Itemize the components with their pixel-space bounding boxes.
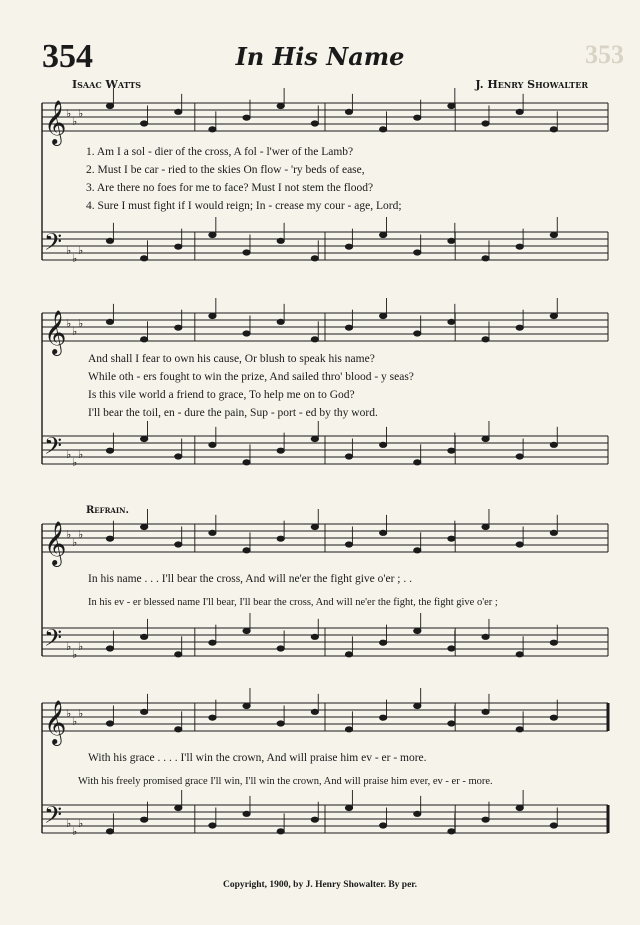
svg-text:♭: ♭ [78,107,84,120]
svg-text:♭: ♭ [66,528,72,541]
svg-text:♭: ♭ [78,244,84,257]
verse-line-4: 4. Sure I must fight if I would reign; In - crease my cour - age, Lord; [86,200,402,212]
verse-line-8: I'll bear the toil, en - dure the pain, Sup - port - ed by thy word. [88,407,378,419]
svg-text:♭: ♭ [66,107,72,120]
verse-line-6: While oth - ers fought to win the prize, And sailed thro' blood - y seas? [88,371,414,383]
svg-text:𝄞: 𝄞 [44,310,67,354]
verse-line-1: 1. Am I a sol - dier of the cross, A fol - l'wer of the Lamb? [86,146,354,158]
svg-text:𝄢: 𝄢 [44,432,63,465]
svg-text:♭: ♭ [66,817,72,830]
svg-text:♭: ♭ [66,244,72,257]
svg-text:♭: ♭ [72,325,78,338]
refrain-line-2: With his grace . . . . I'll win the crown, And will praise him ev - er - more. [88,752,427,764]
refrain-line-2-bass: With his freely promised grace I'll win, I'll win the crown, And will praise him ever, ev - er - more. [78,776,493,787]
verse-line-7: Is this vile world a friend to grace, To help me on to God? [88,389,355,401]
svg-text:𝄢: 𝄢 [44,624,63,657]
verse-line-3: 3. Are there no foes for me to face? Must I not stem the flood? [86,182,374,194]
svg-text:♭: ♭ [66,707,72,720]
hymn-number: 354 [42,38,93,75]
refrain-label: Refrain. [86,505,130,516]
svg-text:♭: ♭ [66,317,72,330]
hymn-title: In His Name [235,42,405,71]
svg-text:𝄢: 𝄢 [44,228,63,261]
bleed-through-number: 353 [585,40,624,69]
svg-text:♭: ♭ [72,115,78,128]
svg-text:♭: ♭ [78,448,84,461]
verse-line-2: 2. Must I be car - ried to the skies On flow - 'ry beds of ease, [86,164,365,176]
svg-text:♭: ♭ [72,715,78,728]
svg-text:♭: ♭ [78,707,84,720]
svg-text:♭: ♭ [78,317,84,330]
svg-text:𝄞: 𝄞 [44,521,67,565]
refrain-line-1-bass: In his ev - er blessed name I'll bear, I'll bear the cross, And will ne'er the fight, the fight give o'er ; [88,597,498,608]
svg-text:♭: ♭ [72,536,78,549]
refrain-line-1: In his name . . . I'll bear the cross, And will ne'er the fight give o'er ; . . [88,573,412,585]
svg-text:♭: ♭ [66,640,72,653]
svg-text:𝄢: 𝄢 [44,801,63,834]
svg-text:♭: ♭ [72,252,78,265]
lyricist: Isaac Watts [72,78,142,91]
svg-text:𝄞: 𝄞 [44,100,67,144]
svg-text:♭: ♭ [78,817,84,830]
svg-text:♭: ♭ [78,640,84,653]
svg-text:♭: ♭ [72,456,78,469]
svg-text:♭: ♭ [72,648,78,661]
composer: J. Henry Showalter [475,78,588,91]
verse-line-5: And shall I fear to own his cause, Or blush to speak his name? [88,353,375,365]
svg-text:♭: ♭ [78,528,84,541]
svg-text:𝄞: 𝄞 [44,700,67,744]
svg-text:♭: ♭ [72,825,78,838]
copyright-notice: Copyright, 1900, by J. Henry Showalter. By per. [222,880,418,890]
svg-text:♭: ♭ [66,448,72,461]
